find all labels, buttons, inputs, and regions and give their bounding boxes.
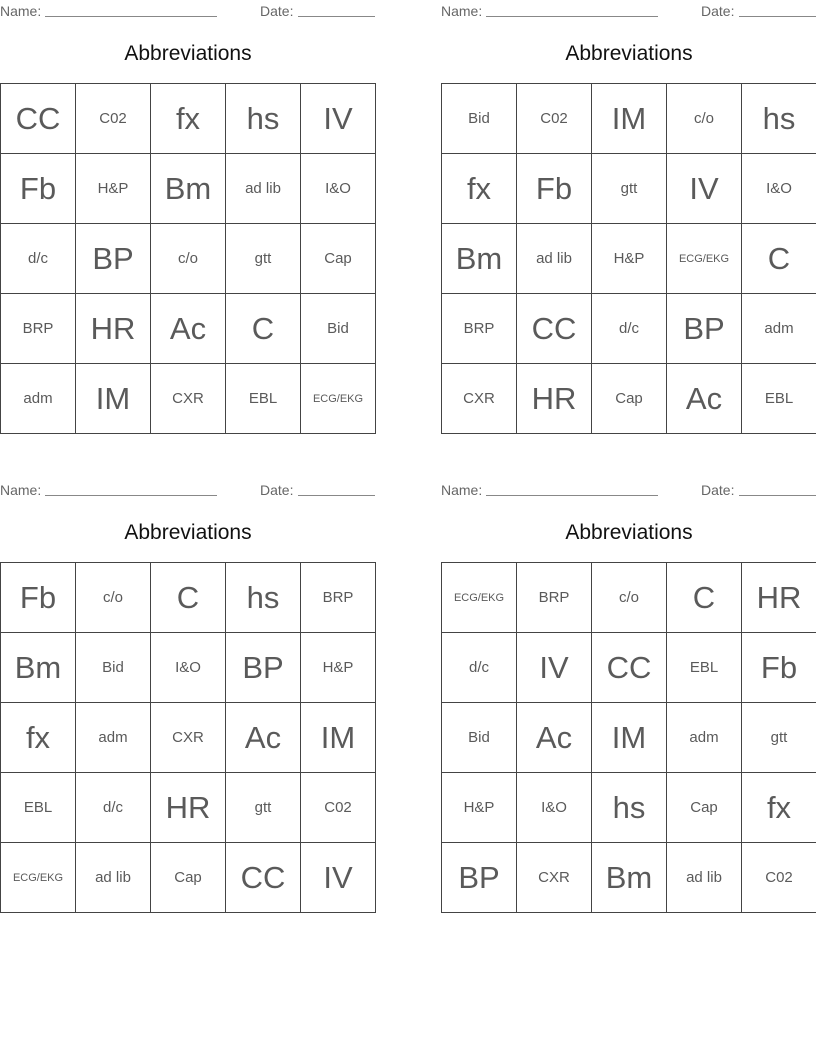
bingo-cell[interactable]: d/c	[592, 294, 666, 363]
bingo-cell[interactable]: d/c	[76, 773, 150, 842]
date-line[interactable]	[298, 16, 375, 17]
bingo-cell[interactable]: ECG/EKG	[1, 843, 75, 912]
bingo-cell[interactable]: ECG/EKG	[442, 563, 516, 632]
date-label: Date:	[260, 482, 294, 498]
date-label: Date:	[260, 3, 294, 19]
card-header	[0, 0, 376, 22]
bingo-cell[interactable]: Bid	[76, 633, 150, 702]
date-label: Date:	[701, 3, 735, 19]
bingo-cell[interactable]: Ac	[151, 294, 225, 363]
card-header	[441, 0, 816, 22]
bingo-cell[interactable]: Ac	[226, 703, 300, 772]
bingo-cell[interactable]: Bid	[442, 703, 516, 772]
name-label: Name:	[441, 482, 483, 498]
bingo-cell[interactable]: ECG/EKG	[301, 364, 375, 433]
bingo-cell[interactable]: Fb	[1, 154, 75, 223]
bingo-cell[interactable]: Bid	[442, 84, 516, 153]
bingo-cell[interactable]: Bm	[1, 633, 75, 702]
date-line[interactable]	[739, 16, 816, 17]
bingo-cell[interactable]: Bm	[442, 224, 516, 293]
bingo-cell[interactable]: BP	[667, 294, 741, 363]
bingo-cell[interactable]: fx	[742, 773, 816, 842]
bingo-cell[interactable]: BP	[226, 633, 300, 702]
bingo-cell[interactable]: gtt	[742, 703, 816, 772]
bingo-cell[interactable]: CC	[517, 294, 591, 363]
bingo-cell[interactable]: gtt	[226, 773, 300, 842]
bingo-cell[interactable]: Bm	[592, 843, 666, 912]
bingo-cell[interactable]: Ac	[517, 703, 591, 772]
bingo-cell[interactable]: BP	[442, 843, 516, 912]
bingo-cell[interactable]: C	[151, 563, 225, 632]
card-title: Abbreviations	[124, 521, 252, 544]
bingo-cell[interactable]: H&P	[301, 633, 375, 702]
bingo-cell[interactable]: c/o	[667, 84, 741, 153]
name-label: Name:	[441, 3, 483, 19]
bingo-cell[interactable]: EBL	[742, 364, 816, 433]
bingo-cell[interactable]: IM	[592, 703, 666, 772]
bingo-cell[interactable]: H&P	[592, 224, 666, 293]
name-label: Name:	[0, 3, 42, 19]
bingo-grid	[441, 562, 816, 913]
bingo-cell[interactable]: Cap	[592, 364, 666, 433]
bingo-cell[interactable]: hs	[592, 773, 666, 842]
bingo-cell[interactable]: c/o	[592, 563, 666, 632]
bingo-grid	[0, 562, 376, 913]
bingo-card-4	[441, 479, 816, 913]
bingo-cell[interactable]: Cap	[151, 843, 225, 912]
card-title: Abbreviations	[565, 42, 693, 65]
bingo-cell[interactable]: c/o	[76, 563, 150, 632]
bingo-card-3	[0, 479, 376, 913]
bingo-cell[interactable]: IV	[517, 633, 591, 702]
bingo-cell[interactable]: CC	[592, 633, 666, 702]
bingo-cell[interactable]: hs	[226, 84, 300, 153]
bingo-cell[interactable]: CC	[1, 84, 75, 153]
bingo-cell[interactable]: Fb	[742, 633, 816, 702]
bingo-cell[interactable]: C02	[301, 773, 375, 842]
bingo-cell[interactable]: I&O	[301, 154, 375, 223]
bingo-cell[interactable]: adm	[76, 703, 150, 772]
bingo-cell[interactable]: C02	[76, 84, 150, 153]
bingo-cell[interactable]: HR	[742, 563, 816, 632]
bingo-cell[interactable]: fx	[442, 154, 516, 223]
name-line[interactable]	[486, 495, 658, 496]
bingo-cell[interactable]: c/o	[151, 224, 225, 293]
bingo-cell[interactable]: d/c	[442, 633, 516, 702]
bingo-cell[interactable]: fx	[1, 703, 75, 772]
bingo-cell[interactable]: CXR	[151, 703, 225, 772]
bingo-cell[interactable]: Cap	[301, 224, 375, 293]
bingo-cell[interactable]: IV	[301, 843, 375, 912]
bingo-card-1	[0, 0, 376, 434]
name-label: Name:	[0, 482, 42, 498]
card-title: Abbreviations	[565, 521, 693, 544]
bingo-cell[interactable]: Cap	[667, 773, 741, 842]
date-line[interactable]	[298, 495, 375, 496]
name-line[interactable]	[45, 495, 217, 496]
bingo-cell[interactable]: BRP	[301, 563, 375, 632]
bingo-cell[interactable]: IM	[76, 364, 150, 433]
bingo-cell[interactable]: gtt	[226, 224, 300, 293]
bingo-cell[interactable]: Ac	[667, 364, 741, 433]
card-title: Abbreviations	[124, 42, 252, 65]
bingo-cell[interactable]: ECG/EKG	[667, 224, 741, 293]
bingo-cell[interactable]: BP	[76, 224, 150, 293]
bingo-cell[interactable]: EBL	[667, 633, 741, 702]
bingo-cell[interactable]: C02	[742, 843, 816, 912]
bingo-cell[interactable]: Bid	[301, 294, 375, 363]
bingo-cell[interactable]: IM	[592, 84, 666, 153]
bingo-cell[interactable]: HR	[517, 364, 591, 433]
bingo-cell[interactable]: HR	[151, 773, 225, 842]
bingo-cell[interactable]: CXR	[517, 843, 591, 912]
bingo-cell[interactable]: I&O	[742, 154, 816, 223]
bingo-cell[interactable]: ad lib	[667, 843, 741, 912]
bingo-cell[interactable]: ad lib	[226, 154, 300, 223]
bingo-cell[interactable]: adm	[1, 364, 75, 433]
name-line[interactable]	[45, 16, 217, 17]
bingo-cell[interactable]: BRP	[1, 294, 75, 363]
bingo-card-2	[441, 0, 816, 434]
bingo-cell[interactable]: ad lib	[517, 224, 591, 293]
bingo-cell[interactable]: H&P	[442, 773, 516, 842]
bingo-cell[interactable]: IM	[301, 703, 375, 772]
bingo-cell[interactable]: C	[742, 224, 816, 293]
bingo-cell[interactable]: gtt	[592, 154, 666, 223]
bingo-cell[interactable]: C	[667, 563, 741, 632]
date-line[interactable]	[739, 495, 816, 496]
card-header	[441, 479, 816, 501]
bingo-cell[interactable]: adm	[742, 294, 816, 363]
bingo-cell[interactable]: C	[226, 294, 300, 363]
bingo-cell[interactable]: H&P	[76, 154, 150, 223]
bingo-cell[interactable]: adm	[667, 703, 741, 772]
bingo-cell[interactable]: EBL	[1, 773, 75, 842]
bingo-cell[interactable]: BRP	[442, 294, 516, 363]
bingo-cell[interactable]: fx	[151, 84, 225, 153]
bingo-cell[interactable]: CXR	[151, 364, 225, 433]
bingo-cell[interactable]: BRP	[517, 563, 591, 632]
name-line[interactable]	[486, 16, 658, 17]
bingo-cell[interactable]: IV	[667, 154, 741, 223]
bingo-cell[interactable]: CC	[226, 843, 300, 912]
bingo-cell[interactable]: I&O	[151, 633, 225, 702]
bingo-cell[interactable]: HR	[76, 294, 150, 363]
bingo-cell[interactable]: I&O	[517, 773, 591, 842]
bingo-cell[interactable]: Bm	[151, 154, 225, 223]
bingo-cell[interactable]: d/c	[1, 224, 75, 293]
bingo-cell[interactable]: Fb	[517, 154, 591, 223]
date-label: Date:	[701, 482, 735, 498]
bingo-cell[interactable]: IV	[301, 84, 375, 153]
bingo-grid	[0, 83, 376, 434]
bingo-cell[interactable]: ad lib	[76, 843, 150, 912]
bingo-cell[interactable]: Fb	[1, 563, 75, 632]
bingo-cell[interactable]: C02	[517, 84, 591, 153]
bingo-cell[interactable]: hs	[742, 84, 816, 153]
bingo-grid	[441, 83, 816, 434]
bingo-cell[interactable]: hs	[226, 563, 300, 632]
bingo-cell[interactable]: CXR	[442, 364, 516, 433]
card-header	[0, 479, 376, 501]
bingo-cell[interactable]: EBL	[226, 364, 300, 433]
